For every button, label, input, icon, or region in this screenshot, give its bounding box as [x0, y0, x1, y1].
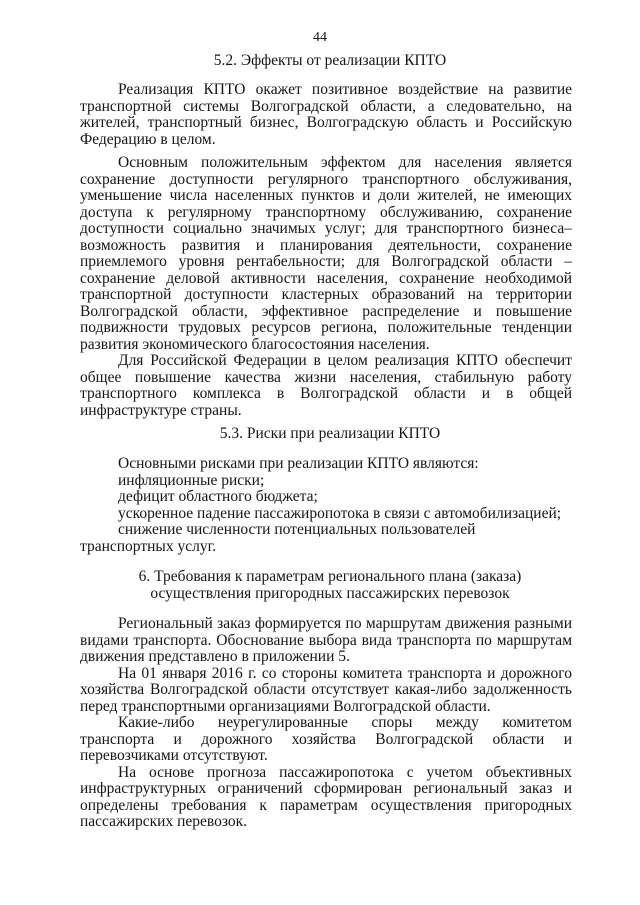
section-6-body — [80, 616, 572, 831]
risk-item: снижение численности потенциальных пользователей транспортных услуг. — [80, 521, 476, 555]
paragraph: Региональный заказ формируется по маршрутам движения разными видами транспорта. Обоснование выбора вида транспорта по маршрутам движения представлено в приложении 5. — [80, 615, 572, 665]
paragraph: На 01 января 2016 г. со стороны комитета транспорта и дорожного хозяйства Волгоградской области отсутствует какая-либо задолженность перед транспортными организациями Волгоградской области. — [80, 664, 572, 715]
paragraph: Реализация КПТО окажет позитивное воздействие на развитие транспортной системы Волгоградской области, а следовательно, на жителей, транспортный бизнес, Волгоградскую область и Российскую Федерацию в целом. — [80, 81, 572, 148]
section-5-2-body — [80, 82, 572, 419]
section-6-heading-line-1: 6. Требования к параметрам регионального плана (заказа) — [138, 568, 522, 585]
section-5-3-body — [80, 456, 572, 555]
paragraph: Какие-либо неурегулированные споры между комитетом транспорта и дорожного хозяйства Волгоградской области и перевозчиками отсутствуют. — [80, 714, 572, 764]
section-5-3-heading: 5.3. Риски при реализации КПТО — [219, 425, 441, 442]
section-5-2-heading: 5.2. Эффекты от реализации КПТО — [213, 52, 447, 69]
section-6-heading-line-2: осуществления пригородных пассажирских перевозок — [150, 585, 510, 602]
page-number: 44 — [313, 30, 327, 45]
paragraph: Для Российской Федерации в целом реализация КПТО обеспечит общее повышение качества жизни населения, стабильную работу транспортного комплекса в Волгоградской области и в общей инфраструктуре страны. — [80, 352, 572, 419]
risk-item: дефицит областного бюджета; — [118, 488, 318, 505]
paragraph: Основным положительным эффектом для населения является сохранение доступности регулярного транспортного обслуживания, уменьшение числа населенных пунктов и доли жителей, не имеющих доступа к регулярному транспортному обслуживанию, сохранение доступности социально значимых услуг; для транспортного бизнеса– возможность развития и планирования деятельности, сохранение приемлемого уровня рентабельности; для Волгоградской области – сохранение деловой активности населения, сохранение необходимой транспортной доступности кластерных образований на территории Волгоградской области, эффективное распределение и повышение подвижности трудовых ресурсов региона, положительные тенденции развития экономического благосостояния населения. — [80, 154, 572, 353]
section-6-heading — [80, 568, 580, 602]
risk-item: инфляционные риски; — [118, 471, 265, 489]
paragraph: На основе прогноза пассажиропотока с учетом объективных инфраструктурных ограничений сформирован региональный заказ и определены требования к параметрам осуществления пригородных пассажирских перевозок. — [80, 763, 572, 830]
risks-intro: Основными рисками при реализации КПТО являются: — [118, 455, 479, 472]
risk-item: ускоренное падение пассажиропотока в связи с автомобилизацией; — [118, 504, 562, 522]
